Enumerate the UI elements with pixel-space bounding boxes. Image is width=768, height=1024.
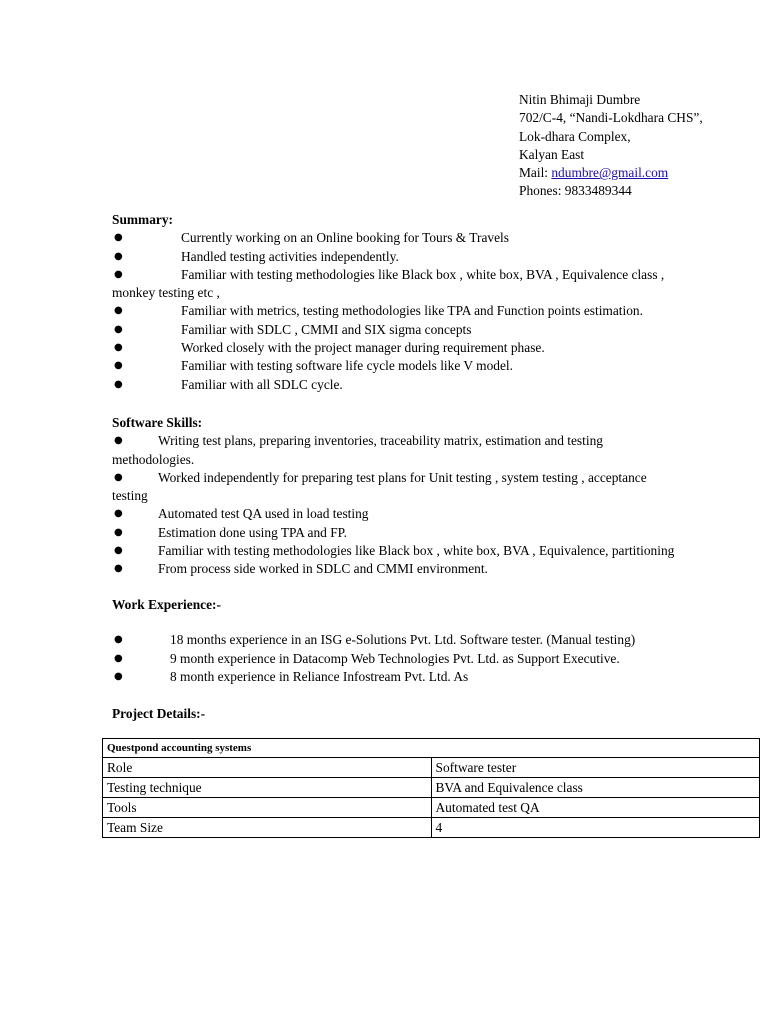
summary-heading: Summary: (112, 212, 173, 227)
row-value: 4 (431, 818, 760, 838)
table-row (103, 778, 760, 798)
list-item: ● Familiar with SDLC , CMMI and SIX sigma concepts (112, 321, 752, 339)
list-item-continuation: methodologies. (112, 451, 195, 467)
bullet-icon: ● (114, 526, 123, 538)
list-item: ● 18 months experience in an ISG e-Solutions Pvt. Ltd. Software tester. (Manual testing) (112, 631, 752, 649)
email-link[interactable]: ndumbre@gmail.com (551, 165, 669, 181)
list-item: ● Familiar with all SDLC cycle. (112, 376, 752, 394)
bullet-icon: ● (114, 268, 123, 280)
list-item: ● Writing test plans, preparing inventories, traceability matrix, estimation and testing (112, 432, 752, 450)
row-value: Automated test QA (431, 798, 760, 818)
row-value: Software tester (431, 758, 760, 778)
projects-heading: Project Details:- (112, 706, 206, 721)
list-item: ● Familiar with metrics, testing methodologies like TPA and Function points estimation. (112, 302, 752, 320)
contact-name: Nitin Bhimaji Dumbre (519, 92, 641, 107)
address-line-1: 702/C-4, “Nandi-Lokdhara CHS”, (519, 110, 703, 126)
bullet-icon: ● (114, 563, 123, 575)
mail-line (519, 164, 703, 182)
bullet-icon: ● (114, 342, 123, 354)
list-item: ● Worked closely with the project manager during requirement phase. (112, 339, 752, 357)
table-title-row (103, 739, 760, 758)
table-title: Questpond accounting systems (103, 739, 760, 758)
list-item: ● 8 month experience in Reliance Infostream Pvt. Ltd. As (112, 668, 752, 686)
project-table (102, 738, 760, 838)
address-line-2: Lok-dhara Complex, (519, 128, 631, 144)
list-item: ● Estimation done using TPA and FP. (112, 524, 752, 542)
address-line-3: Kalyan East (519, 146, 585, 162)
work-section (112, 596, 752, 686)
row-label: Team Size (103, 818, 432, 838)
phones: Phones: 9833489344 (519, 183, 632, 199)
bullet-icon: ● (114, 435, 123, 447)
row-label: Tools (103, 798, 432, 818)
table-row (103, 798, 760, 818)
list-item: ● Familiar with testing methodologies like Black box , white box, BVA , Equivalence class , (112, 266, 752, 284)
bullet-icon: ● (114, 323, 123, 335)
list-item: ● From process side worked in SDLC and CMMI environment. (112, 560, 752, 578)
list-item-continuation: monkey testing etc , (112, 285, 220, 301)
mail-label: Mail: (519, 165, 552, 181)
bullet-icon: ● (114, 232, 123, 244)
skills-section (112, 414, 752, 579)
bullet-icon: ● (114, 250, 123, 262)
row-label: Testing technique (103, 778, 432, 798)
bullet-icon: ● (114, 545, 123, 557)
bullet-icon: ● (114, 305, 123, 317)
bullet-icon: ● (114, 471, 123, 483)
contact-block (519, 91, 703, 201)
list-item: ● Automated test QA used in load testing (112, 505, 752, 523)
summary-section (112, 211, 752, 394)
table-row (103, 758, 760, 778)
work-heading: Work Experience:- (112, 597, 221, 612)
list-item: ● Handled testing activities independently. (112, 248, 752, 266)
bullet-icon: ● (114, 652, 123, 664)
table-row (103, 818, 760, 838)
list-item: ● Worked independently for preparing test plans for Unit testing , system testing , acceptance (112, 469, 752, 487)
list-item: ● Currently working on an Online booking for Tours & Travels (112, 229, 752, 247)
row-label: Role (103, 758, 432, 778)
row-value: BVA and Equivalence class (431, 778, 760, 798)
list-item-continuation: testing (112, 488, 148, 504)
list-item: ● 9 month experience in Datacomp Web Technologies Pvt. Ltd. as Support Executive. (112, 650, 752, 668)
skills-heading: Software Skills: (112, 415, 203, 430)
projects-section (112, 705, 752, 723)
list-item: ● Familiar with testing methodologies like Black box , white box, BVA , Equivalence, partitioning (112, 542, 752, 560)
bullet-icon: ● (114, 508, 123, 520)
bullet-icon: ● (114, 378, 123, 390)
bullet-icon: ● (114, 670, 123, 682)
bullet-icon: ● (114, 634, 123, 646)
bullet-icon: ● (114, 360, 123, 372)
list-item: ● Familiar with testing software life cycle models like V model. (112, 357, 752, 375)
